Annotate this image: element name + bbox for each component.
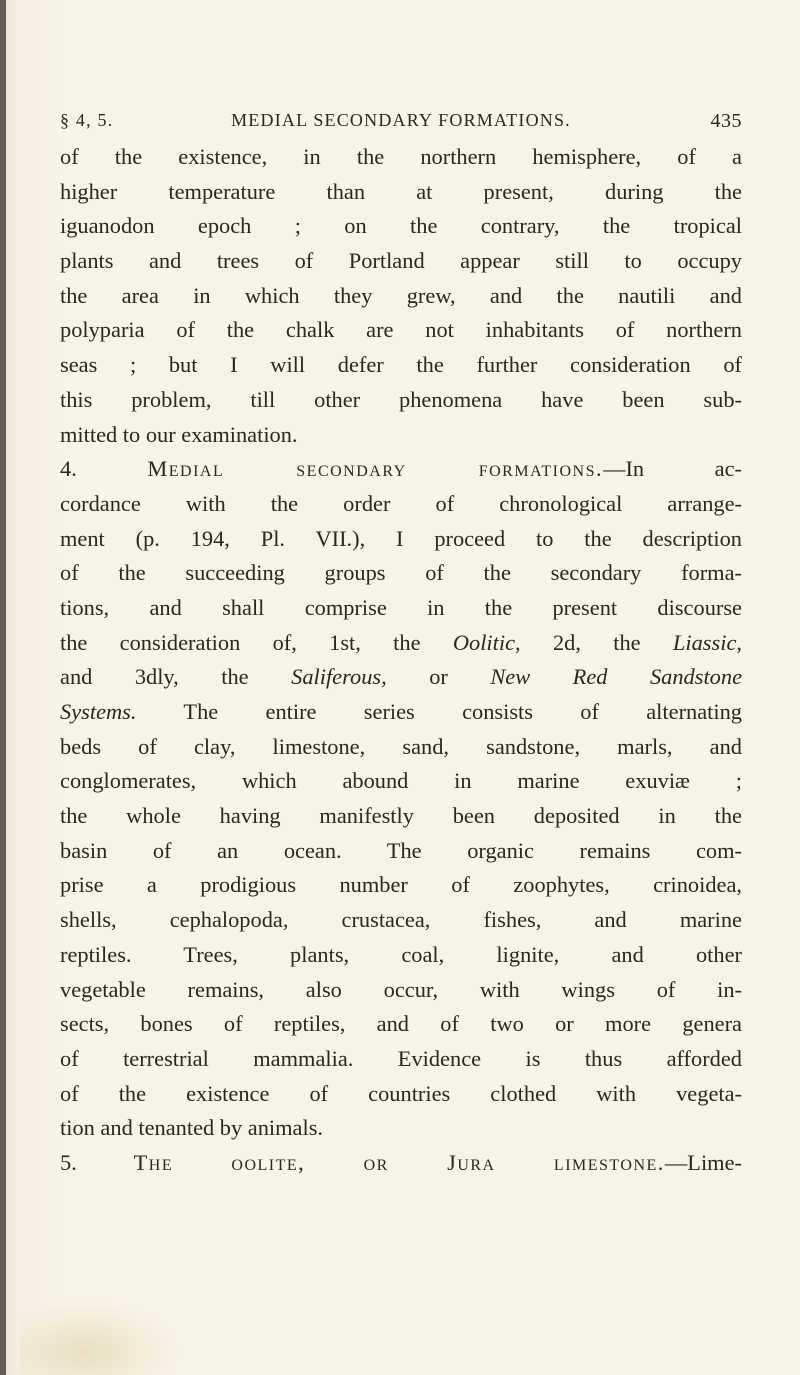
text-fragment: 2d, the <box>552 629 641 655</box>
liassic-term: Liassic, <box>672 629 742 655</box>
text-line: seas ; but I will defer the further consideration of <box>60 352 742 378</box>
systems-term: Systems. <box>60 699 137 724</box>
running-title: MEDIAL SECONDARY FORMATIONS. <box>231 110 571 130</box>
section-5-heading: The oolite, or Jura limestone. <box>133 1149 665 1175</box>
text-line: plants and trees of Portland appear still to occupy <box>60 248 742 274</box>
text-line: of the existence of countries clothed with vegeta- <box>60 1080 742 1106</box>
systems-line-c <box>60 695 742 730</box>
saliferous-term: Saliferous, <box>291 664 387 690</box>
text-fragment: the consideration of, 1st, the <box>60 629 421 655</box>
text-line: of terrestrial mammalia. Evidence is thus afforded <box>60 1045 742 1071</box>
text-line: higher temperature than at present, during the <box>60 178 742 204</box>
text-line: shells, cephalopoda, crustacea, fishes, and marine <box>60 907 742 933</box>
text-line: the whole having manifestly been deposited in the <box>60 803 742 829</box>
text-line: beds of clay, limestone, sand, sandstone, marls, and <box>60 733 742 759</box>
text-line: this problem, till other phenomena have been sub- <box>60 386 742 412</box>
section-4-lead: —In ac- <box>603 456 742 482</box>
body-text <box>60 140 742 1181</box>
page-number: 435 <box>710 110 742 132</box>
oolitic-term: Oolitic, <box>452 629 521 655</box>
section-4-heading-line <box>60 452 742 487</box>
text-fragment: The entire series consists of alternating <box>183 699 742 724</box>
text-fragment: and 3dly, the <box>60 664 249 690</box>
text-line: sects, bones of reptiles, and of two or more genera <box>60 1011 742 1037</box>
text-line: basin of an ocean. The organic remains com- <box>60 837 742 863</box>
section-4-heading: Medial secondary formations. <box>147 456 604 482</box>
new-red-sandstone-term: New Red Sandstone <box>490 664 743 690</box>
text-line: polyparia of the chalk are not inhabitants of northern <box>60 317 742 343</box>
text-line: prise a prodigious number of zoophytes, crinoidea, <box>60 872 742 898</box>
text-line: of the existence, in the northern hemisphere, of a <box>60 144 742 169</box>
text-line: conglomerates, which abound in marine exuviæ ; <box>60 768 742 794</box>
section-5-number: 5. <box>60 1149 77 1175</box>
text-line: iguanodon epoch ; on the contrary, the tropical <box>60 213 742 239</box>
text-line: reptiles. Trees, plants, coal, lignite, and other <box>60 941 742 967</box>
text-line: vegetable remains, also occur, with wings of in- <box>60 976 742 1002</box>
text-line: cordance with the order of chronological arrange- <box>60 490 742 516</box>
text-line: of the succeeding groups of the secondary forma- <box>60 560 742 586</box>
text-line: tions, and shall comprise in the present discourse <box>60 594 742 620</box>
text-line: tion and tenanted by animals. <box>60 1115 324 1141</box>
running-head <box>60 110 742 138</box>
section-mark: § 4, 5. <box>60 110 114 130</box>
page-edge-shadow <box>0 0 6 1375</box>
paper-stain <box>20 1300 180 1375</box>
section-5-lead: —Lime- <box>664 1149 742 1175</box>
text-line: the area in which they grew, and the nautili and <box>60 282 742 308</box>
text-line: ment (p. 194, Pl. VII.), I proceed to the description <box>60 525 742 551</box>
systems-line-a <box>60 626 742 661</box>
text-line: mitted to our examination. <box>60 421 298 447</box>
text-fragment: or <box>429 664 448 690</box>
section-5-heading-line <box>60 1146 742 1181</box>
section-4-number: 4. <box>60 456 77 482</box>
systems-line-b <box>60 660 742 695</box>
